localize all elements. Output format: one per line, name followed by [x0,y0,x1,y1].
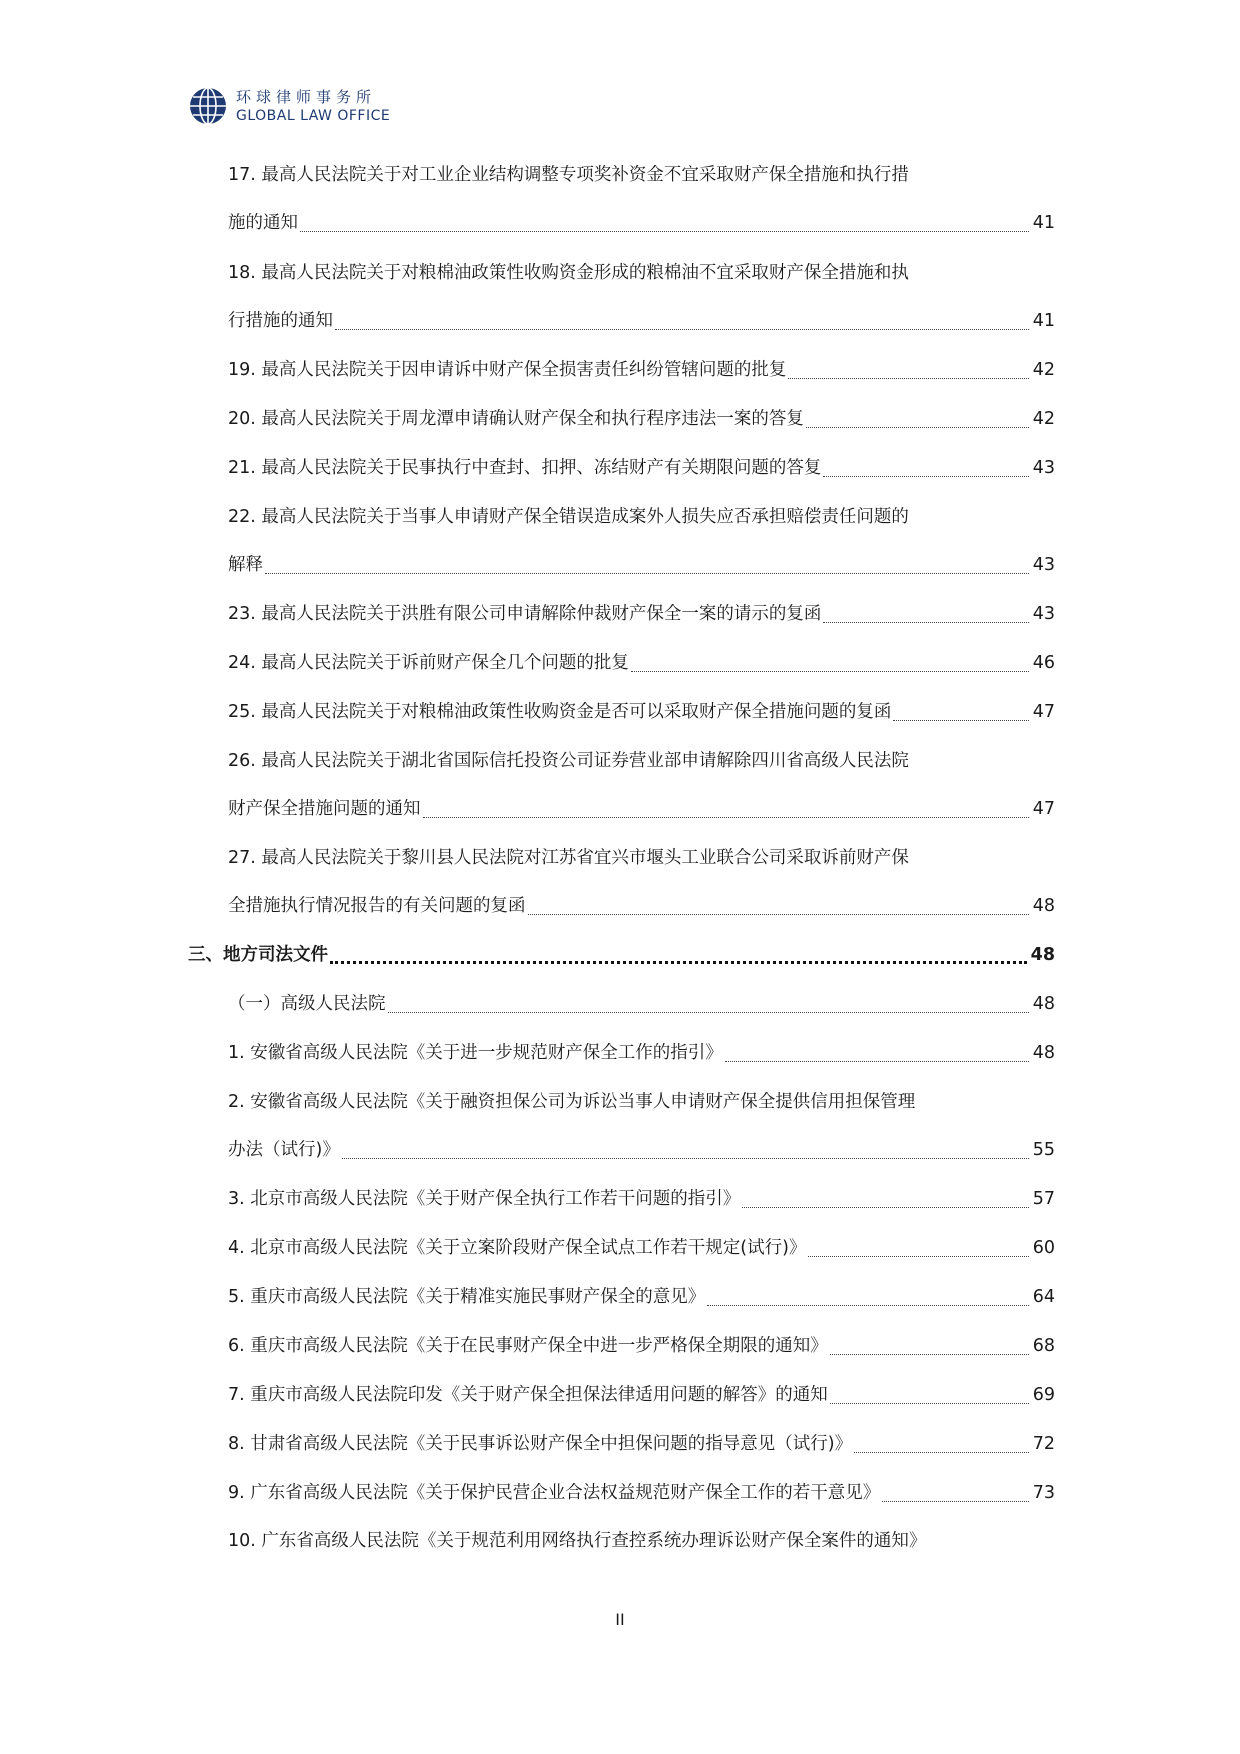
toc-item-9[interactable]: 9. 广东省高级人民法院《关于保护民营企业合法权益规范财产保全工作的若干意见》 73 [228,1480,1055,1506]
page-ref: 48 [1032,896,1055,916]
page-ref: 43 [1032,555,1055,575]
page-ref: 42 [1032,360,1055,380]
page-ref: 57 [1032,1189,1055,1209]
toc-entry-18[interactable]: 18. 最高人民法院关于对粮棉油政策性收购资金形成的粮棉油不宜采取财产保全措施和执 [228,263,909,283]
toc-entry-19[interactable]: 19. 最高人民法院关于因申请诉中财产保全损害责任纠纷管辖问题的批复 42 [228,357,1055,383]
toc-entry-17-cont[interactable]: 施的通知 41 [228,210,1055,236]
leader-dots [330,960,1027,964]
page-ref: 42 [1032,409,1055,429]
toc-entry-27[interactable]: 27. 最高人民法院关于黎川县人民法院对江苏省宜兴市堰头工业联合公司采取诉前财产保 [228,848,909,868]
page-ref: 48 [1030,945,1055,965]
leader-dots [882,1500,1028,1502]
toc-entry-26[interactable]: 26. 最高人民法院关于湖北省国际信托投资公司证券营业部申请解除四川省高级人民法院 [228,751,909,771]
firm-name-cn: 环球律师事务所 [236,87,377,106]
page-ref: 41 [1032,213,1055,233]
leader-dots [265,572,1029,574]
toc-subsection-1[interactable]: （一）高级人民法院 48 [228,991,1055,1017]
page-number: II [615,1610,625,1629]
toc-entry-24[interactable]: 24. 最高人民法院关于诉前财产保全几个问题的批复 46 [228,650,1055,676]
leader-dots [631,670,1029,672]
toc-entry-18-cont[interactable]: 行措施的通知 41 [228,308,1055,334]
toc-item-4[interactable]: 4. 北京市高级人民法院《关于立案阶段财产保全试点工作若干规定(试行)》 60 [228,1235,1055,1261]
page-ref: 55 [1032,1140,1055,1160]
toc-entry-20[interactable]: 20. 最高人民法院关于周龙潭申请确认财产保全和执行程序违法一案的答复 42 [228,406,1055,432]
leader-dots [423,816,1029,818]
toc-entry-23[interactable]: 23. 最高人民法院关于洪胜有限公司申请解除仲裁财产保全一案的请示的复函 43 [228,601,1055,627]
toc-entry-21[interactable]: 21. 最高人民法院关于民事执行中查封、扣押、冻结财产有关期限问题的答复 43 [228,455,1055,481]
toc-entry-27-cont[interactable]: 全措施执行情况报告的有关问题的复函 48 [228,893,1055,919]
toc-item-6[interactable]: 6. 重庆市高级人民法院《关于在民事财产保全中进一步严格保全期限的通知》 68 [228,1333,1055,1359]
page-ref: 47 [1032,702,1055,722]
leader-dots [788,377,1028,379]
leader-dots [707,1304,1028,1306]
leader-dots [342,1157,1029,1159]
page-ref: 46 [1032,653,1055,673]
toc-entry-22-cont[interactable]: 解释 43 [228,552,1055,578]
toc-entry-22[interactable]: 22. 最高人民法院关于当事人申请财产保全错误造成案外人损失应否承担赔偿责任问题的 [228,507,909,527]
page-ref: 72 [1032,1434,1055,1454]
leader-dots [806,426,1029,428]
page-ref: 47 [1032,799,1055,819]
toc-item-8[interactable]: 8. 甘肃省高级人民法院《关于民事诉讼财产保全中担保问题的指导意见（试行)》 72 [228,1431,1055,1457]
leader-dots [528,913,1029,915]
leader-dots [388,1011,1029,1013]
page-ref: 60 [1032,1238,1055,1258]
toc-entry-17[interactable]: 17. 最高人民法院关于对工业企业结构调整专项奖补资金不宜采取财产保全措施和执行措 [228,165,909,185]
leader-dots [830,1353,1029,1355]
page-ref: 41 [1032,311,1055,331]
toc-item-2[interactable]: 2. 安徽省高级人民法院《关于融资担保公司为诉讼当事人申请财产保全提供信用担保管理 [228,1092,916,1112]
leader-dots [725,1060,1029,1062]
leader-dots [823,475,1028,477]
toc-section-3[interactable]: 三、地方司法文件 48 [188,942,1055,968]
leader-dots [300,230,1029,232]
firm-name-en: GLOBAL LAW OFFICE [236,107,391,124]
page-ref: 68 [1032,1336,1055,1356]
page-ref: 48 [1032,1043,1055,1063]
page-ref: 69 [1032,1385,1055,1405]
leader-dots [854,1451,1029,1453]
page-ref: 43 [1032,458,1055,478]
toc-item-10[interactable]: 10. 广东省高级人民法院《关于规范利用网络执行查控系统办理诉讼财产保全案件的通知》 [228,1531,927,1551]
leader-dots [808,1255,1028,1257]
leader-dots [335,328,1029,330]
toc-item-3[interactable]: 3. 北京市高级人民法院《关于财产保全执行工作若干问题的指引》 57 [228,1186,1055,1212]
page-ref: 43 [1032,604,1055,624]
leader-dots [830,1402,1029,1404]
toc-item-1[interactable]: 1. 安徽省高级人民法院《关于进一步规范财产保全工作的指引》 48 [228,1040,1055,1066]
toc-item-7[interactable]: 7. 重庆市高级人民法院印发《关于财产保全担保法律适用问题的解答》的通知 69 [228,1382,1055,1408]
toc-item-5[interactable]: 5. 重庆市高级人民法院《关于精准实施民事财产保全的意见》 64 [228,1284,1055,1310]
page-ref: 64 [1032,1287,1055,1307]
leader-dots [742,1206,1028,1208]
page-ref: 73 [1032,1483,1055,1503]
toc-entry-26-cont[interactable]: 财产保全措施问题的通知 47 [228,796,1055,822]
leader-dots [893,719,1028,721]
page-ref: 48 [1032,994,1055,1014]
toc-entry-25[interactable]: 25. 最高人民法院关于对粮棉油政策性收购资金是否可以采取财产保全措施问题的复函 47 [228,699,1055,725]
leader-dots [823,621,1028,623]
toc-item-2-cont[interactable]: 办法（试行)》 55 [228,1137,1055,1163]
